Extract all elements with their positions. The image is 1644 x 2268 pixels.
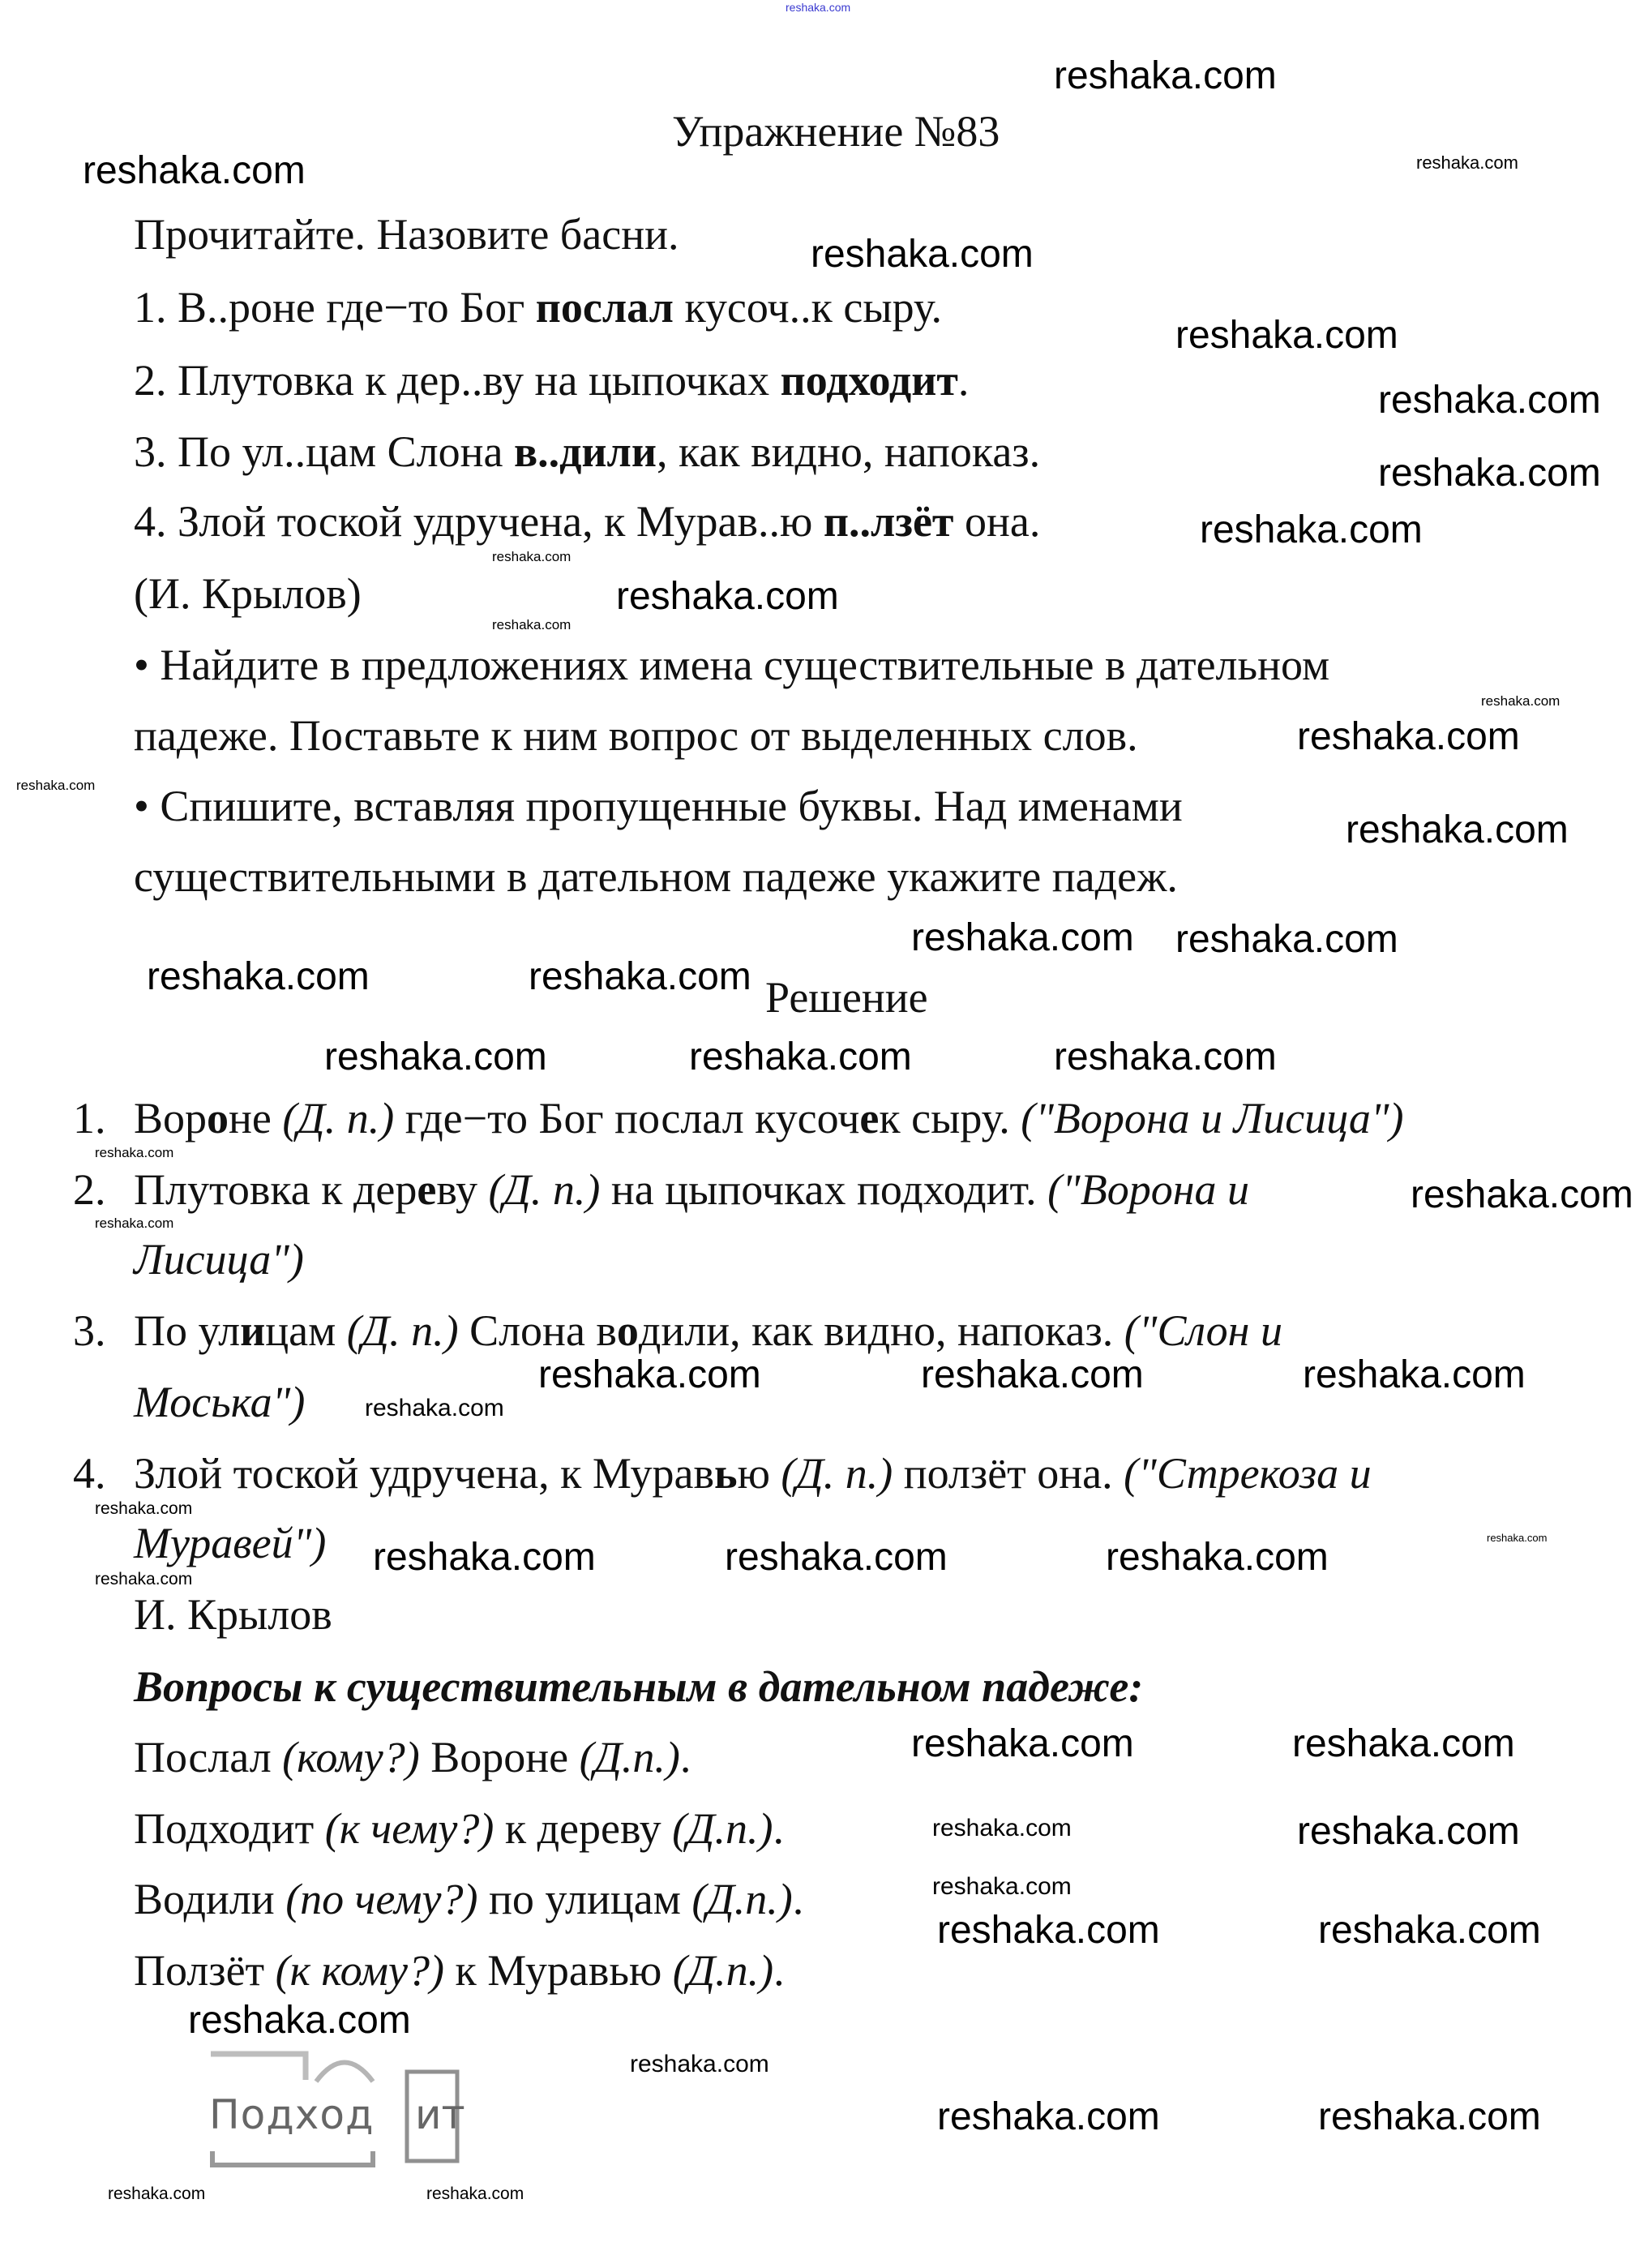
solution-title: Решение	[765, 973, 928, 1022]
exercise-line	[134, 497, 1041, 546]
italic-text: (Д. п.)	[488, 1165, 601, 1214]
italic-text: Лисица")	[134, 1235, 304, 1284]
solution-number: 3.	[73, 1306, 106, 1355]
watermark[interactable]: reshaka.com	[95, 1145, 174, 1160]
watermark[interactable]: reshaka.com	[95, 1570, 193, 1588]
text-segment: ю	[737, 1449, 781, 1498]
watermark[interactable]: reshaka.com	[1378, 379, 1601, 422]
text-segment: Послал	[134, 1733, 283, 1781]
italic-text: (Д. п.)	[781, 1449, 893, 1498]
text-segment: Вор	[134, 1094, 208, 1143]
exercise-line	[134, 356, 970, 405]
watermark[interactable]: reshaka.com	[108, 2184, 206, 2203]
solution-line	[134, 1449, 1372, 1498]
italic-text: ("Стрекоза и	[1124, 1449, 1372, 1498]
text-segment: 2. Плутовка к дер..ву на цыпочках	[134, 356, 781, 405]
watermark[interactable]: reshaka.com	[1054, 54, 1277, 97]
text-segment: Слона в	[458, 1306, 617, 1355]
watermark[interactable]: reshaka.com	[492, 549, 572, 564]
solution-line	[134, 1306, 1282, 1355]
solution-line	[134, 1165, 1250, 1214]
bold-text: и	[240, 1306, 266, 1355]
italic-text: (по чему?)	[285, 1875, 478, 1923]
questions-heading: Вопросы к существительным в дательном падеже:	[134, 1662, 1144, 1711]
italic-text: (к кому?)	[275, 1946, 444, 1995]
stem-bracket	[212, 2151, 373, 2165]
prefix-mark	[211, 2054, 306, 2080]
exercise-author: (И. Крылов)	[134, 569, 362, 618]
watermark[interactable]: reshaka.com	[1106, 1536, 1329, 1579]
watermark[interactable]: reshaka.com	[911, 1722, 1134, 1765]
italic-text: (Д.п.)	[672, 1946, 774, 1995]
watermark[interactable]: reshaka.com	[1346, 808, 1569, 851]
text-segment: к сыру.	[879, 1094, 1021, 1143]
italic-text: (кому?)	[282, 1733, 420, 1781]
text-segment: дили, как видно, напоказ.	[638, 1306, 1124, 1355]
question-line	[134, 1735, 691, 1779]
watermark[interactable]: reshaka.com	[1318, 2095, 1541, 2138]
watermark[interactable]: reshaka.com	[324, 1035, 547, 1078]
text-segment: Злой тоской удручена, к Мурав	[134, 1449, 715, 1498]
bold-text: о	[207, 1094, 229, 1143]
watermark[interactable]: reshaka.com	[365, 1395, 504, 1421]
morpheme-stem: Подход	[209, 2091, 375, 2138]
watermark[interactable]: reshaka.com	[95, 1215, 174, 1231]
text-segment: Плутовка к дер	[134, 1165, 417, 1214]
task-text: существительными в дательном падеже укажите падеж.	[134, 852, 1178, 901]
task-text: • Спишите, вставляя пропущенные буквы. Над именами	[134, 782, 1183, 830]
solution-number: 1.	[73, 1094, 106, 1143]
solution-line	[134, 1235, 304, 1284]
question-line	[134, 1877, 803, 1921]
watermark[interactable]: reshaka.com	[529, 955, 751, 998]
text-segment: Ползёт	[134, 1946, 276, 1995]
watermark[interactable]: reshaka.com	[1297, 1810, 1520, 1853]
watermark[interactable]: reshaka.com	[1318, 1909, 1541, 1952]
bold-text: п..лзёт	[823, 497, 954, 546]
solution-author: И. Крылов	[134, 1590, 332, 1639]
exercise-intro: Прочитайте. Назовите басни.	[134, 210, 679, 259]
watermark[interactable]: reshaka.com	[630, 2051, 769, 2077]
text-segment: .	[773, 1946, 785, 1995]
watermark[interactable]: reshaka.com	[1378, 452, 1601, 495]
watermark[interactable]: reshaka.com	[83, 149, 306, 192]
watermark[interactable]: reshaka.com	[911, 916, 1134, 959]
text-segment: .	[679, 1733, 691, 1781]
task-text: • Найдите в предложениях имена существительные в дательном	[134, 641, 1330, 689]
question-line	[134, 1804, 784, 1853]
italic-text: (Д.п.)	[691, 1875, 793, 1923]
watermark[interactable]: reshaka.com	[16, 778, 96, 793]
italic-text: (Д. п.)	[282, 1094, 395, 1143]
watermark[interactable]: reshaka.com	[1411, 1173, 1633, 1216]
watermark[interactable]: reshaka.com	[1303, 1353, 1526, 1396]
italic-text: Муравей")	[134, 1519, 327, 1567]
italic-text: (Д. п.)	[346, 1306, 459, 1355]
solution-line	[134, 1521, 326, 1565]
watermark[interactable]: reshaka.com	[921, 1353, 1144, 1396]
text-segment: не	[229, 1094, 283, 1143]
text-segment: ползёт она.	[893, 1449, 1124, 1498]
text-segment: к Муравью	[443, 1946, 673, 1995]
watermark[interactable]: reshaka.com	[937, 2095, 1160, 2138]
text-segment: Водили	[134, 1875, 286, 1923]
text-segment: по улицам	[477, 1875, 692, 1923]
watermark[interactable]: reshaka.com	[932, 1815, 1072, 1841]
bold-text: подходит	[780, 356, 958, 405]
text-segment: .	[792, 1875, 804, 1923]
text-segment: цам	[265, 1306, 347, 1355]
solution-number: 2.	[73, 1165, 106, 1214]
watermark[interactable]: reshaka.com	[1175, 918, 1398, 961]
text-segment: к дереву	[494, 1804, 673, 1853]
watermark[interactable]: reshaka.com	[373, 1536, 596, 1579]
text-segment: , как видно, напоказ.	[656, 427, 1041, 476]
watermark[interactable]: reshaka.com	[147, 955, 370, 998]
bold-text: е	[859, 1094, 880, 1143]
italic-text: (к чему?)	[324, 1804, 494, 1853]
text-segment: ву	[436, 1165, 489, 1214]
task-text: падеже. Поставьте к ним вопрос от выделенных слов.	[134, 711, 1138, 760]
exercise-line	[134, 283, 943, 332]
morpheme-ending: ит	[415, 2091, 465, 2138]
watermark[interactable]: reshaka.com	[1175, 314, 1398, 357]
text-segment: По ул	[134, 1306, 241, 1355]
watermark[interactable]: reshaka.com	[1292, 1722, 1515, 1765]
text-segment: 3. По ул..цам Слона	[134, 427, 514, 476]
solution-line	[134, 1380, 305, 1424]
watermark[interactable]: reshaka.com	[689, 1035, 912, 1078]
exercise-title: Упражнение №83	[672, 107, 1000, 156]
watermark[interactable]: reshaka.com	[932, 1873, 1072, 1900]
exercise-line	[134, 427, 1041, 476]
root-arc	[316, 2063, 373, 2082]
text-segment: .	[957, 356, 970, 405]
bold-text: в..дили	[513, 427, 657, 476]
watermark[interactable]: reshaka.com	[1487, 1532, 1548, 1544]
text-segment: .	[773, 1804, 784, 1853]
watermark[interactable]: reshaka.com	[811, 233, 1034, 276]
bold-text: о	[616, 1306, 639, 1355]
text-segment: где−то Бог послал кусоч	[394, 1094, 860, 1143]
watermark[interactable]: reshaka.com	[1200, 508, 1423, 551]
watermark[interactable]: reshaka.com	[492, 617, 572, 632]
italic-text: (Д.п.)	[579, 1733, 680, 1781]
watermark[interactable]: reshaka.com	[1297, 715, 1520, 758]
watermark[interactable]: reshaka.com	[426, 2184, 524, 2203]
text-segment: Вороне	[419, 1733, 580, 1781]
watermark[interactable]: reshaka.com	[786, 1, 851, 14]
text-segment: Подходит	[134, 1804, 325, 1853]
bold-text: е	[417, 1165, 437, 1214]
text-segment: кусоч..к сыру.	[673, 283, 943, 332]
solution-number: 4.	[73, 1449, 106, 1498]
bold-text: ь	[714, 1449, 738, 1498]
italic-text: Моська")	[134, 1378, 306, 1426]
watermark[interactable]: reshaka.com	[1416, 152, 1518, 173]
text-segment: 4. Злой тоской удручена, к Мурав..ю	[134, 497, 824, 546]
bold-text: послал	[535, 283, 674, 332]
watermark[interactable]: reshaka.com	[538, 1353, 761, 1396]
question-line	[134, 1946, 785, 1995]
watermark[interactable]: reshaka.com	[616, 575, 839, 618]
italic-text: ("Ворона и	[1047, 1165, 1250, 1214]
watermark[interactable]: reshaka.com	[725, 1536, 948, 1579]
watermark[interactable]: reshaka.com	[1054, 1035, 1277, 1078]
text-segment: 1. В..роне где−то Бог	[134, 283, 536, 332]
watermark[interactable]: reshaka.com	[937, 1909, 1160, 1952]
watermark[interactable]: reshaka.com	[95, 1499, 193, 1518]
text-segment: на цыпочках подходит.	[600, 1165, 1048, 1214]
watermark[interactable]: reshaka.com	[1481, 693, 1561, 709]
watermark[interactable]: reshaka.com	[188, 1999, 411, 2042]
italic-text: ("Слон и	[1124, 1306, 1282, 1355]
morpheme-diagram	[203, 2047, 527, 2177]
italic-text: (Д.п.)	[672, 1804, 773, 1853]
text-segment: она.	[953, 497, 1041, 546]
italic-text: ("Ворона и Лисица")	[1021, 1094, 1404, 1143]
solution-line	[134, 1094, 1404, 1143]
